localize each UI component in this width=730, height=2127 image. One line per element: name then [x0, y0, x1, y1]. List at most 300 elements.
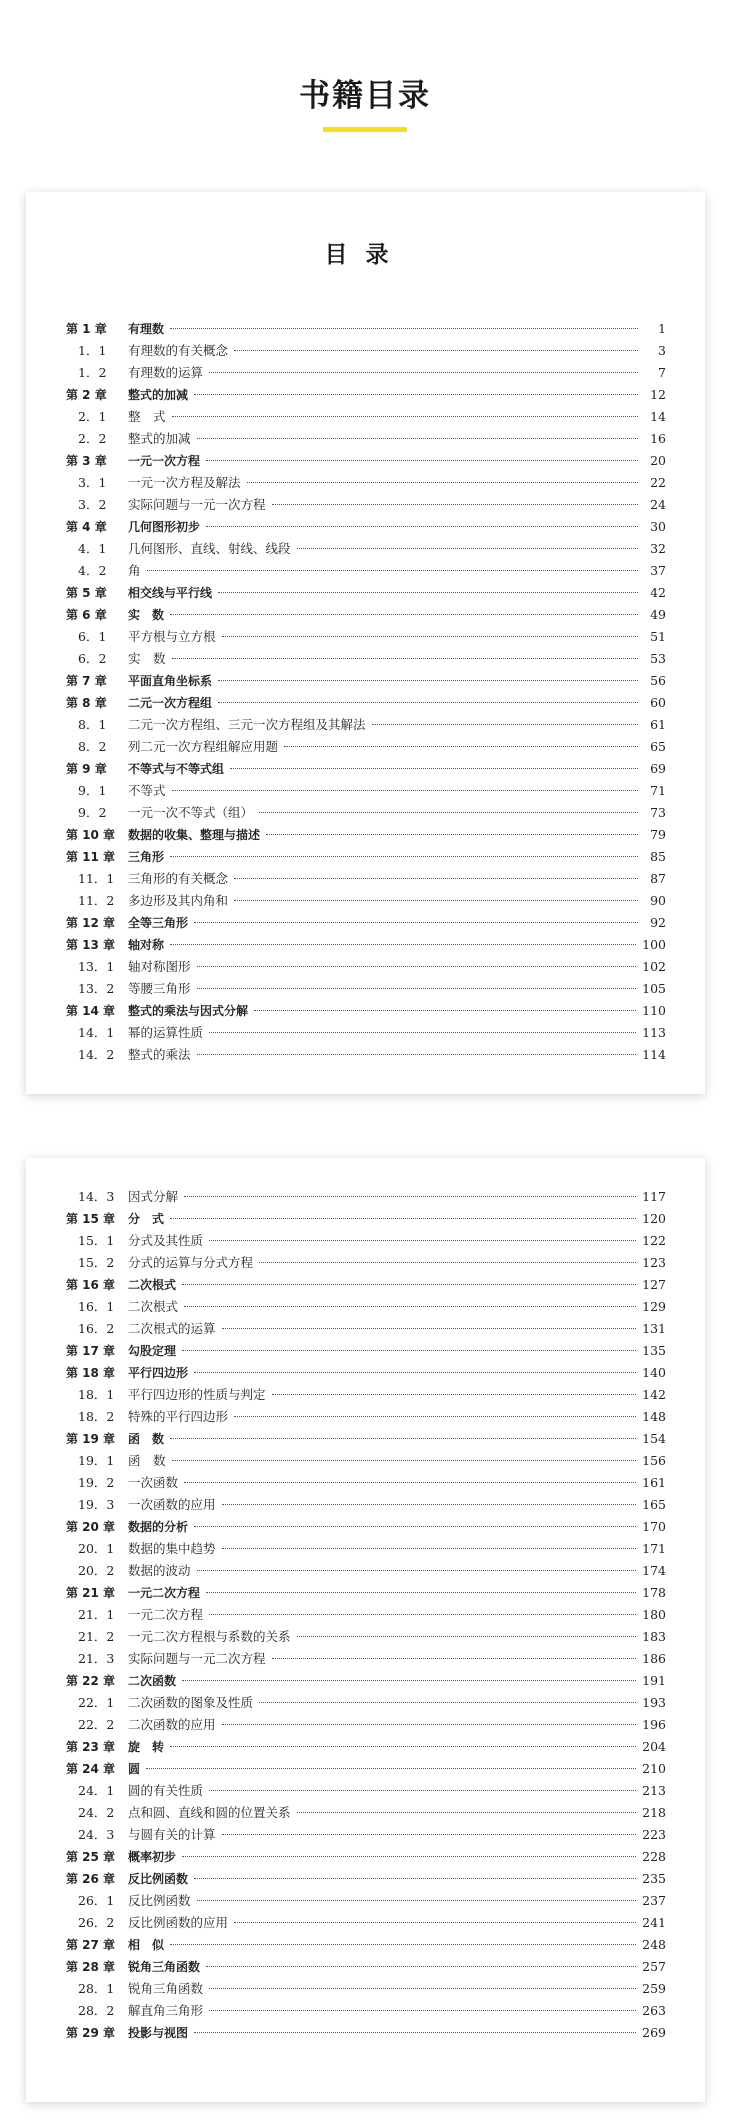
section-title: 一元二次方程根与系数的关系 [128, 1629, 291, 1644]
dot-leader [170, 1944, 636, 1945]
section-title: 整 式 [128, 409, 166, 424]
toc-section-row [66, 1538, 666, 1560]
section-number: 14．1 [78, 1025, 115, 1040]
chapter-number: 第 29 章 [66, 2026, 116, 2040]
toc-section-row [66, 868, 666, 890]
section-number: 28．1 [78, 1981, 115, 1996]
dot-leader [194, 1878, 636, 1879]
section-title: 实际问题与一元二次方程 [128, 1651, 266, 1666]
section-title: 分式及其性质 [128, 1233, 204, 1248]
section-number: 16．2 [78, 1321, 115, 1336]
toc-chapter-row [66, 1868, 666, 1890]
section-title: 几何图形、直线、射线、线段 [128, 541, 291, 556]
chapter-title: 实 数 [128, 608, 165, 622]
toc-section-row [66, 1472, 666, 1494]
page-number: 61 [650, 717, 666, 732]
toc-section-row [66, 626, 666, 648]
section-number: 21．3 [78, 1651, 115, 1666]
chapter-title: 一元二次方程 [128, 1586, 201, 1600]
toc-section-row [66, 1044, 666, 1066]
section-title: 平行四边形的性质与判定 [128, 1387, 266, 1402]
toc-section-row [66, 1296, 666, 1318]
toc-section-row [66, 714, 666, 736]
section-title: 一次函数 [128, 1475, 179, 1490]
section-title: 实际问题与一元一次方程 [128, 497, 266, 512]
section-title: 有理数的有关概念 [128, 343, 229, 358]
toc-heading: 目录 [324, 241, 407, 268]
section-number: 18．1 [78, 1387, 115, 1402]
toc-section-row [66, 1604, 666, 1626]
section-number: 14．2 [78, 1047, 115, 1062]
chapter-title: 相交线与平行线 [128, 586, 213, 600]
section-title: 幂的运算性质 [128, 1025, 204, 1040]
dot-leader [182, 1680, 636, 1681]
section-title: 有理数的运算 [128, 365, 204, 380]
section-title: 角 [128, 563, 141, 578]
dot-leader [184, 1306, 636, 1307]
dot-leader [209, 1032, 636, 1033]
toc-list-page-1 [66, 318, 666, 1066]
toc-chapter-row [66, 1956, 666, 1978]
toc-section-row [66, 956, 666, 978]
page-title: 书籍目录 [299, 78, 431, 114]
section-number: 4．1 [78, 541, 107, 556]
toc-section-row [66, 362, 666, 384]
chapter-title: 数据的收集、整理与描述 [128, 828, 261, 842]
dot-leader [234, 1922, 636, 1923]
chapter-number: 第 6 章 [66, 608, 107, 622]
page-number: 42 [650, 585, 666, 600]
toc-chapter-row [66, 846, 666, 868]
chapter-title: 投影与视图 [128, 2026, 189, 2040]
toc-chapter-row [66, 1582, 666, 1604]
dot-leader [259, 1262, 636, 1263]
dot-leader [222, 1724, 637, 1725]
toc-section-row [66, 1912, 666, 1934]
section-title: 点和圆、直线和圆的位置关系 [128, 1805, 291, 1820]
page-number: 32 [650, 541, 666, 556]
page-number: 7 [658, 365, 666, 380]
toc-section-row [66, 406, 666, 428]
section-number: 21．2 [78, 1629, 115, 1644]
page-number: 110 [642, 1003, 666, 1018]
chapter-number: 第 7 章 [66, 674, 107, 688]
page-number: 102 [642, 959, 666, 974]
chapter-title: 二次根式 [128, 1278, 177, 1292]
page-number: 14 [650, 409, 666, 424]
toc-section-row [66, 1230, 666, 1252]
toc-section-row [66, 538, 666, 560]
chapter-title: 整式的乘法与因式分解 [128, 1004, 249, 1018]
section-number: 6．2 [78, 651, 107, 666]
dot-leader [234, 1416, 636, 1417]
toc-chapter-row [66, 2022, 666, 2044]
page-number: 20 [650, 453, 666, 468]
page-number: 129 [642, 1299, 666, 1314]
dot-leader [297, 1812, 637, 1813]
page-number: 127 [642, 1277, 666, 1292]
chapter-title: 二元一次方程组 [128, 696, 213, 710]
section-number: 24．2 [78, 1805, 115, 1820]
dot-leader [172, 790, 638, 791]
chapter-title: 一元一次方程 [128, 454, 201, 468]
toc-list-page-2 [66, 1186, 666, 2044]
toc-chapter-row [66, 1340, 666, 1362]
toc-chapter-row [66, 1274, 666, 1296]
page-number: 100 [642, 937, 666, 952]
toc-chapter-row [66, 1000, 666, 1022]
chapter-number: 第 18 章 [66, 1366, 116, 1380]
chapter-title: 轴对称 [128, 938, 165, 952]
dot-leader [184, 1482, 636, 1483]
chapter-number: 第 1 章 [66, 322, 107, 336]
toc-section-row [66, 1780, 666, 1802]
section-title: 二次根式的运算 [128, 1321, 216, 1336]
chapter-number: 第 23 章 [66, 1740, 116, 1754]
section-number: 24．3 [78, 1827, 115, 1842]
dot-leader [372, 724, 638, 725]
page-number: 210 [642, 1761, 666, 1776]
toc-section-row [66, 1560, 666, 1582]
toc-section-row [66, 340, 666, 362]
section-number: 18．2 [78, 1409, 115, 1424]
page-number: 69 [650, 761, 666, 776]
section-number: 11．2 [78, 893, 115, 908]
chapter-number: 第 15 章 [66, 1212, 116, 1226]
section-title: 特殊的平行四边形 [128, 1409, 229, 1424]
chapter-title: 概率初步 [128, 1850, 177, 1864]
dot-leader [234, 900, 638, 901]
page-number: 135 [642, 1343, 666, 1358]
page-number: 237 [642, 1893, 666, 1908]
chapter-title: 三角形 [128, 850, 165, 864]
page-number: 171 [642, 1541, 666, 1556]
dot-leader [272, 1658, 637, 1659]
page-number: 30 [650, 519, 666, 534]
section-title: 三角形的有关概念 [128, 871, 229, 886]
chapter-number: 第 5 章 [66, 586, 107, 600]
page-number: 122 [642, 1233, 666, 1248]
dot-leader [206, 526, 638, 527]
section-title: 二元一次方程组、三元一次方程组及其解法 [128, 717, 366, 732]
page-number: 53 [650, 651, 666, 666]
toc-chapter-row [66, 1208, 666, 1230]
section-title: 解直角三角形 [128, 2003, 204, 2018]
section-number: 26．2 [78, 1915, 115, 1930]
dot-leader [222, 1834, 637, 1835]
toc-section-row [66, 1890, 666, 1912]
dot-leader [222, 636, 638, 637]
toc-chapter-row [66, 582, 666, 604]
section-title: 整式的加减 [128, 431, 191, 446]
page-number: 263 [642, 2003, 666, 2018]
section-number: 24．1 [78, 1783, 115, 1798]
page-number: 71 [650, 783, 666, 798]
page-number: 228 [642, 1849, 666, 1864]
toc-chapter-row [66, 912, 666, 934]
page-number: 170 [642, 1519, 666, 1534]
dot-leader [170, 944, 636, 945]
chapter-number: 第 13 章 [66, 938, 116, 952]
chapter-title: 函 数 [128, 1432, 165, 1446]
page-number: 154 [642, 1431, 666, 1446]
page-number: 142 [642, 1387, 666, 1402]
chapter-number: 第 28 章 [66, 1960, 116, 1974]
page-number: 156 [642, 1453, 666, 1468]
page-number: 213 [642, 1783, 666, 1798]
page-number: 269 [642, 2025, 666, 2040]
dot-leader [209, 1614, 636, 1615]
section-title: 函 数 [128, 1453, 166, 1468]
chapter-number: 第 14 章 [66, 1004, 116, 1018]
page-number: 24 [650, 497, 666, 512]
dot-leader [234, 350, 638, 351]
toc-chapter-row [66, 758, 666, 780]
dot-leader [182, 1350, 636, 1351]
dot-leader [172, 416, 638, 417]
section-title: 列二元一次方程组解应用题 [128, 739, 279, 754]
toc-chapter-row [66, 934, 666, 956]
page-number: 165 [642, 1497, 666, 1512]
page-number: 183 [642, 1629, 666, 1644]
dot-leader [222, 1504, 637, 1505]
section-number: 11．1 [78, 871, 115, 886]
dot-leader [197, 1570, 637, 1571]
section-title: 平方根与立方根 [128, 629, 216, 644]
page-number: 1 [658, 321, 666, 336]
section-title: 实 数 [128, 651, 166, 666]
toc-section-row [66, 472, 666, 494]
section-title: 分式的运算与分式方程 [128, 1255, 254, 1270]
section-title: 不等式 [128, 783, 166, 798]
toc-section-row [66, 1692, 666, 1714]
page-number: 56 [650, 673, 666, 688]
page-number: 241 [642, 1915, 666, 1930]
page-number: 87 [650, 871, 666, 886]
section-number: 2．1 [78, 409, 107, 424]
section-number: 16．1 [78, 1299, 115, 1314]
page-number: 113 [642, 1025, 666, 1040]
page-number: 180 [642, 1607, 666, 1622]
section-title: 等腰三角形 [128, 981, 191, 996]
dot-leader [182, 1856, 636, 1857]
page-number: 218 [642, 1805, 666, 1820]
section-title: 数据的波动 [128, 1563, 191, 1578]
section-number: 2．2 [78, 431, 107, 446]
toc-section-row [66, 1022, 666, 1044]
chapter-number: 第 2 章 [66, 388, 107, 402]
page-number: 65 [650, 739, 666, 754]
page-number: 131 [642, 1321, 666, 1336]
page-number: 259 [642, 1981, 666, 1996]
section-number: 9．2 [78, 805, 107, 820]
section-number: 15．1 [78, 1233, 115, 1248]
dot-leader [209, 372, 638, 373]
chapter-number: 第 12 章 [66, 916, 116, 930]
chapter-number: 第 20 章 [66, 1520, 116, 1534]
page-number: 79 [650, 827, 666, 842]
page-number: 73 [650, 805, 666, 820]
toc-chapter-row [66, 1670, 666, 1692]
page-number: 235 [642, 1871, 666, 1886]
section-number: 9．1 [78, 783, 107, 798]
chapter-title: 有理数 [128, 322, 165, 336]
dot-leader [170, 856, 638, 857]
dot-leader [247, 482, 638, 483]
title-underline [323, 127, 407, 132]
toc-section-row [66, 1252, 666, 1274]
section-number: 21．1 [78, 1607, 115, 1622]
dot-leader [170, 1746, 636, 1747]
page-number: 123 [642, 1255, 666, 1270]
section-title: 一次函数的应用 [128, 1497, 216, 1512]
toc-section-row [66, 1648, 666, 1670]
toc-section-row [66, 1318, 666, 1340]
toc-chapter-row [66, 1362, 666, 1384]
chapter-number: 第 3 章 [66, 454, 107, 468]
chapter-title: 勾股定理 [128, 1344, 177, 1358]
page-number: 114 [642, 1047, 666, 1062]
toc-section-row [66, 978, 666, 1000]
chapter-number: 第 16 章 [66, 1278, 116, 1292]
chapter-title: 几何图形初步 [128, 520, 201, 534]
chapter-number: 第 4 章 [66, 520, 107, 534]
page-number: 161 [642, 1475, 666, 1490]
toc-chapter-row [66, 318, 666, 340]
dot-leader [206, 1592, 636, 1593]
toc-section-row [66, 1384, 666, 1406]
toc-chapter-row [66, 1516, 666, 1538]
section-title: 二次根式 [128, 1299, 179, 1314]
chapter-title: 全等三角形 [128, 916, 189, 930]
page-number: 148 [642, 1409, 666, 1424]
page-number: 51 [650, 629, 666, 644]
chapter-title: 旋 转 [128, 1740, 165, 1754]
section-number: 3．2 [78, 497, 107, 512]
section-title: 多边形及其内角和 [128, 893, 229, 908]
chapter-number: 第 26 章 [66, 1872, 116, 1886]
page-number: 204 [642, 1739, 666, 1754]
section-title: 与圆有关的计算 [128, 1827, 216, 1842]
toc-section-row [66, 890, 666, 912]
section-number: 13．2 [78, 981, 115, 996]
dot-leader [209, 2010, 636, 2011]
toc-chapter-row [66, 1846, 666, 1868]
toc-section-row [66, 1450, 666, 1472]
dot-leader [182, 1284, 636, 1285]
dot-leader [209, 1240, 636, 1241]
section-number: 14．3 [78, 1189, 115, 1204]
toc-section-row [66, 1824, 666, 1846]
toc-section-row [66, 1494, 666, 1516]
page-number: 12 [650, 387, 666, 402]
dot-leader [197, 966, 637, 967]
dot-leader [266, 834, 638, 835]
toc-chapter-row [66, 1934, 666, 1956]
dot-leader [297, 548, 638, 549]
section-number: 4．2 [78, 563, 107, 578]
dot-leader [209, 1988, 636, 1989]
page-number: 174 [642, 1563, 666, 1578]
dot-leader [194, 1372, 636, 1373]
dot-leader [222, 1548, 637, 1549]
chapter-title: 不等式与不等式组 [128, 762, 225, 776]
dot-leader [254, 1010, 636, 1011]
section-number: 20．2 [78, 1563, 115, 1578]
section-number: 8．1 [78, 717, 107, 732]
dot-leader [297, 1636, 637, 1637]
dot-leader [284, 746, 638, 747]
dot-leader [147, 570, 638, 571]
toc-section-row [66, 802, 666, 824]
toc-chapter-row [66, 450, 666, 472]
section-number: 22．2 [78, 1717, 115, 1732]
toc-section-row [66, 494, 666, 516]
page-number: 22 [650, 475, 666, 490]
toc-chapter-row [66, 692, 666, 714]
page-number: 90 [650, 893, 666, 908]
dot-leader [170, 328, 638, 329]
chapter-number: 第 22 章 [66, 1674, 116, 1688]
section-number: 3．1 [78, 475, 107, 490]
section-number: 1．1 [78, 343, 107, 358]
toc-chapter-row [66, 604, 666, 626]
chapter-number: 第 17 章 [66, 1344, 116, 1358]
toc-section-row [66, 648, 666, 670]
section-title: 整式的乘法 [128, 1047, 191, 1062]
page-number: 223 [642, 1827, 666, 1842]
section-number: 19．2 [78, 1475, 115, 1490]
toc-page-2 [26, 1158, 705, 2102]
toc-section-row [66, 1626, 666, 1648]
dot-leader [197, 1054, 637, 1055]
page-number: 178 [642, 1585, 666, 1600]
page-number: 16 [650, 431, 666, 446]
toc-chapter-row [66, 1736, 666, 1758]
dot-leader [206, 460, 638, 461]
section-title: 数据的集中趋势 [128, 1541, 216, 1556]
toc-section-row [66, 736, 666, 758]
chapter-number: 第 27 章 [66, 1938, 116, 1952]
page-number: 117 [642, 1189, 666, 1204]
dot-leader [197, 1900, 637, 1901]
dot-leader [259, 1702, 636, 1703]
page-number: 193 [642, 1695, 666, 1710]
page-number: 49 [650, 607, 666, 622]
toc-chapter-row [66, 384, 666, 406]
page-number: 186 [642, 1651, 666, 1666]
section-number: 15．2 [78, 1255, 115, 1270]
chapter-title: 平行四边形 [128, 1366, 189, 1380]
chapter-number: 第 21 章 [66, 1586, 116, 1600]
dot-leader [272, 504, 638, 505]
page-number: 3 [658, 343, 666, 358]
dot-leader [172, 1460, 637, 1461]
chapter-number: 第 19 章 [66, 1432, 116, 1446]
dot-leader [222, 1328, 637, 1329]
dot-leader [206, 1966, 636, 1967]
section-title: 轴对称图形 [128, 959, 191, 974]
toc-section-row [66, 428, 666, 450]
chapter-title: 反比例函数 [128, 1872, 189, 1886]
page-number: 191 [642, 1673, 666, 1688]
page-number: 257 [642, 1959, 666, 1974]
chapter-number: 第 25 章 [66, 1850, 116, 1864]
chapter-number: 第 8 章 [66, 696, 107, 710]
page-number: 196 [642, 1717, 666, 1732]
dot-leader [218, 702, 638, 703]
chapter-title: 整式的加减 [128, 388, 189, 402]
